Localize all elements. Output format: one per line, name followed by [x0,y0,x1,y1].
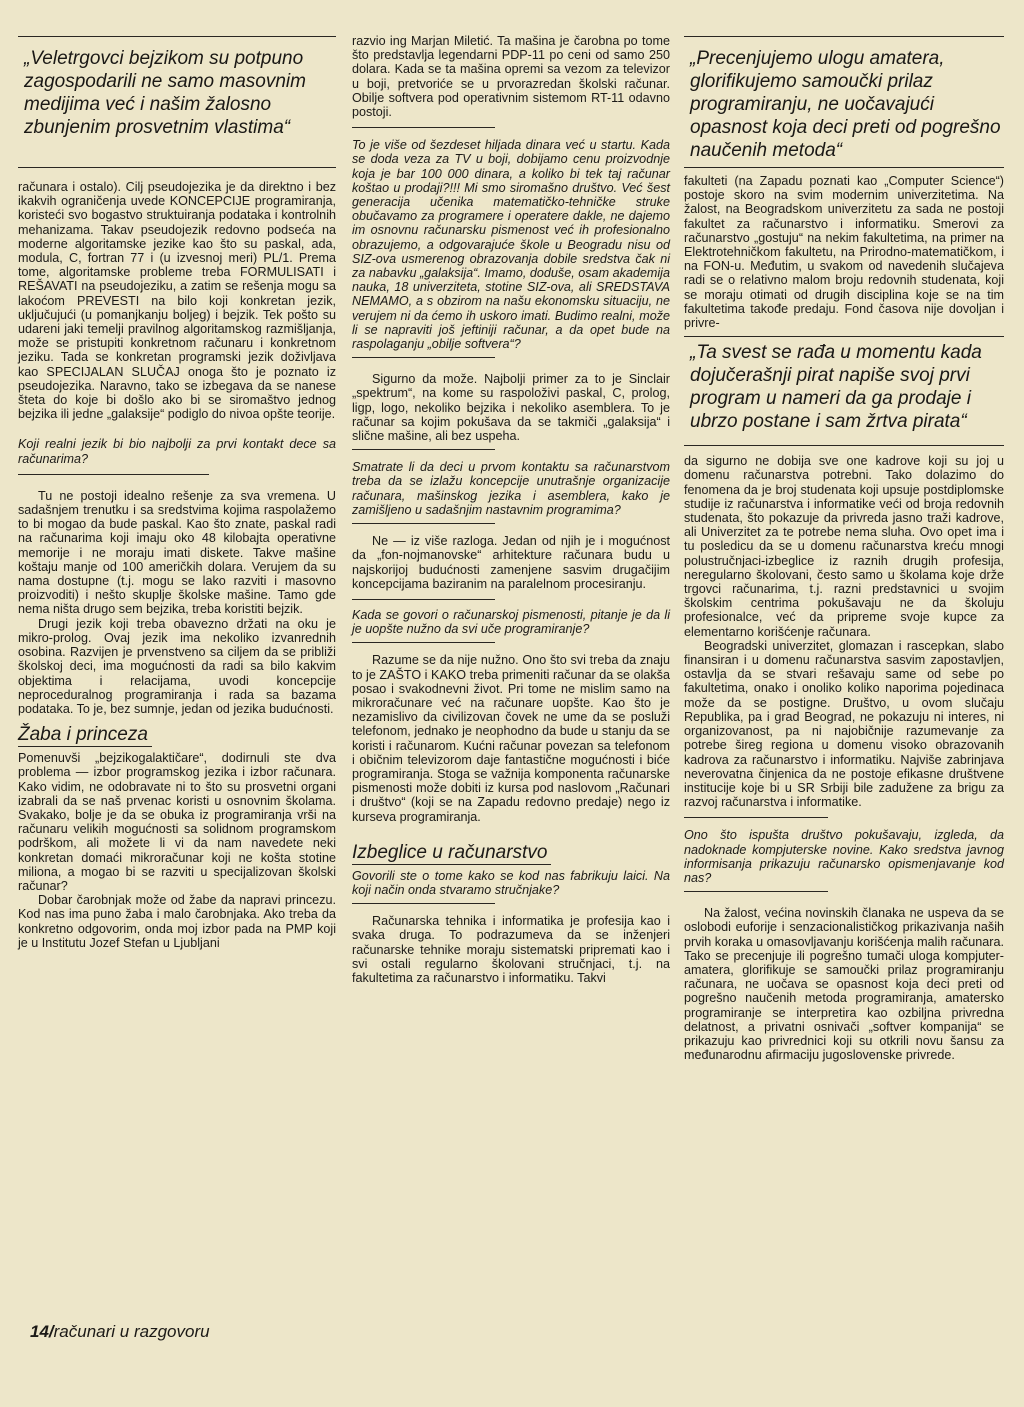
column-left [18,0,336,950]
pullquote-right-top: „Precenjujemo ulogu amatera, glorifikujemo samoučki prilaz programiranju, ne uočavajući opasnost koja deci preti od pogrešno naučenih metoda“ [690,48,1001,161]
body-paragraph: Dobar čarobnjak može od žabe da napravi princezu. Kod nas ima puno žaba i malo čarobnjaka. Ako treba da konkretno odgovorim, onda moj izbor pada na PMP koji je u Institutu Jozef Stefan u Ljubljani [18,893,336,950]
pullquote-left: „Veletrgovci bejzikom su potpuno zagospodarili ne samo masovnim medijima već i našim žalosno zbunjenim prosvetnim vlastima“ [24,48,306,138]
body-paragraph: da sigurno ne dobija sve one kadrove koji su joj u domenu računarstva potrebni. Tako dolazimo do fenomena da je broj studenata koji upsuje postdiplomske studije iz računarstva i informatike veći od broja redovnih studenata, što pokazuje da privreda jasno traži kadrove, ali Univerzitet za te potrebe nema sluha. Ovo opet ima i tu posledicu da se u domenu računarstva kreću mnogi polustručnjaci-izbeglice iz raznih drugih profesija, neregularno školovani, često samo u školama koje drže trgovci računarima, t.j. razni predstavnici u svojim školskim centrima pokušavaju ne da školuju profesionalce, već da pripreme svoje kupce za elementarno korišćenje računara. [684,454,1004,639]
pullquote-top-rule [18,36,336,37]
body-paragraph: Ne — iz više razloga. Jedan od njih je i mogućnost da „fon-nojmanovske“ arhitekture računara budu u najskorijoj budućnosti zamenjene sasvim drugačijim koncepcijama baziranim na paralelnom procesiranju. [352,534,670,591]
page-footer [30,1322,210,1342]
pullquote-bottom-rule [684,445,1004,446]
body-paragraph: fakulteti (na Zapadu poznati kao „Computer Science“) postoje skoro na svim modernim univerzitetima. Na žalost, na Beogradskom univerzitetu za sada ne postoji fakultet za računarstvo i informatiku. Smerovi za računarstvo „gostuju“ na nekim fakultetima, na primer na Elektrotehničkom fakultetu, na Prirodno-matematičkom, i na FON-u. Međutim, u svakom od navedenih slučajeva radi se o relativno malom broju redovnih studenata, koji se moraju otimati od drugih disciplina koje se na tim fakultetima takođe predaju. Fond časova nije dovoljan i privre- [684,174,1004,331]
body-paragraph: Drugi jezik koji treba obavezno držati na oku je mikro-prolog. Ovaj jezik ima nekoliko izvanrednih osobina. Razvijen je prvenstveno sa ciljem da se približi školskoj deci, ima mogućnosti da radi sa bilo kakvim objektima i relacijama, uvodi koncepcije neproceduralnog programiranja i rada sa bazama podataka. To je, bez sumnje, jedan od jezika budućnosti. [18,616,336,716]
pullquote-right-bottom: „Ta svest se rađa u momentu kada dojučerašnji pirat napiše svoj prvi program u nameri da ga prodaje i ubrzo postane i sam žrtva pirata“ [690,342,982,433]
section-name: računari u razgovoru [53,1322,210,1341]
body-paragraph: računara i ostalo). Cilj pseudojezika je da direktno i bez ikakvih ograničenja uvede KONCEPCIJE programiranja, koristeći svo bogastvo struktuiranja podataka i kontrolnih mehanizama. Takav pseudojezik redovno podseća na moderne algoritamske jezike kao što su paskal, ada, modula, C, fortran 77 i (u izvesnoj meri) PL/1. Prema tome, algoritamske probleme treba FORMULISATI i REŠAVATI na pseudojeziku, a zatim se rešenja mogu sa lakoćom PREVESTI na bilo koji konkretan jezik, uključujući (u pomanjkanju boljeg) i bejzik. Tek pošto su udareni jaki temelji pravilnog algoritamskog razmišljanja, može se pristupiti konkretnom računaru i konkretnom jeziku. Tada se konkretan programski jezik doživljava kao SPECIJALAN SLUČAJ onoga što je poznato iz pseudojezika. Naravno, tako se izbegava da se nanese šteta do koje bi došlo ako bi se siromaštvo jednog bejzika ili jedne „galaksije“ podiglo do nivoa opšte teorije. [18,180,336,422]
interview-question: Smatrate li da deci u prvom kontaktu sa računarstvom treba da se izlažu koncepcije unutrašnje organizacije računara, mašinskog jezika i asemblera, kako je zamišljeno u sadašnjim nastavnim programima? [352,460,670,517]
interview-question: Kada se govori o računarskoj pismenosti, pitanje je da li je uopšte nužno da svi uče programiranje? [352,607,670,637]
pullquote-top-rule [684,336,1004,337]
pullquote-bottom-rule [684,167,1004,168]
interview-question: To je više od šezdeset hiljada dinara već u startu. Kada se doda veza za TV u boji, dobijamo cenu proizvodnje koja je bar 100 000 dinara, a koliko bi tek taj računar koštao u prodaji?!!! Mi smo siromašno društvo. Već šest generacija učenika matematičko-tehničke struke obučavamo za programere i operatere dakle, ne dajemo im osnovnu računarsku pismenost već ih profesionalno obrazujemo, a odgovarajuće škole u Beogradu nisu od SIZ-ova usmerenog obrazovanja dobile sredstva čak ni za nabavku „galaksija“. Imamo, doduše, osam akademija nauka, 18 univerziteta, stotine SIZ-ova, ali SREDSTAVA NEMAMO, a s obzirom na našu ekonomsku situaciju, ne verujem ni da ćemo ih uskoro imati. Budimo realni, može li se napraviti još jeftiniji računar, a da opet bude na raspolaganju „obilje softvera“? [352,138,670,352]
interview-question: Govorili ste o tome kako se kod nas fabrikuju laici. Na koji način onda stvaramo stručnjake? [352,868,670,897]
body-paragraph: Na žalost, većina novinskih članaka ne uspeva da se oslobodi euforije i senzacionalističkog prikazivanja naših prvih koraka u omasovljavanju korišćenja malih računara. Tako se precenjuje ili pogrešno tumači uloga kompjuter-amatera, glorifikuje se samoučki prilaz programiranju računara, ne uočava se opasnost koja deci preti od pogrešno naučenih metoda programiranja, amatersko programiranje se interpretira kao ozbiljna privredna delatnost, a privatni osnivači „softver kompanija“ se prikazuju kao privrednici koji su otkrili novu šansu za međunarodnu afirmaciju jugoslovenske privrede. [684,906,1004,1063]
body-paragraph: Razume se da nije nužno. Ono što svi treba da znaju to je ZAŠTO i KAKO treba primeniti računar da se olakša posao i svakodnevni život. Pri tome ne mislim samo na mikroračunare već na računare uopšte. Kao što je nezamislivo da civilizovan čovek ne ume da se posluži telefonom, jednako je neophodno da bude u stanju da se koristi i računarom. Kućni računar povezan sa telefonom i običnim televizorom daje fantastične mogućnosti i biće programiranja. Stoga se važnija komponenta računarske pismenosti može dobiti iz kursa pod naslovom „Računari i društvo“ (koji se na Zapadu redovno predaje) nego iz kurseva programiranja. [352,653,670,824]
pullquote-top-rule [684,36,1004,37]
column-middle [352,0,670,985]
body-paragraph: Tu ne postoji idealno rešenje za sva vremena. U sadašnjem trenutku i sa sredstvima kojima raspolažemo to bi mogao da bude paskal. Kao što znate, paskal radi na računarima koji imaju oko 48 kilobajta operativne memorije i ne moraju imati diskete. Takve mašine koštaju manje od 100 američkih dolara. Verujem da su nama dostupne (t.j. mogu se lako razviti i masovno proizvoditi) i nešto skuplje školske mašine. Tamo gde nema ništa drugo sem bejzika, treba koristiti bejzik. [18,488,336,617]
body-paragraph: Beogradski univerzitet, glomazan i rascepkan, slabo finansiran i u domenu računarstva sasvim zapostavljen, ostavlja da se stvari rešavaju same od sebe po fakultetima, onako i onoliko koliko naporima pojedinaca može da se postigne. Društvo, u ovom slučaju Republika, pa i grad Beograd, ne pokazuju ni interes, ni organizovanost, pa ni najobičnije razumevanje za potrebe šireg regiona u domenu visoko obrazovanih kadrova za računarstvo i informatiku. Najviše zabrinjava neverovatna činjenica da ne postoje efikasne društvene institucije koje bi u SR Srbiji bile zadužene za brigu za razvoj računarstva i informatike. [684,638,1004,810]
section-heading: Žaba i princeza [18,724,152,747]
section-heading: Izbeglice u računarstvo [352,842,551,865]
body-paragraph: razvio ing Marjan Miletić. Ta mašina je čarobna po tome što predstavlja legendarni PDP-11 po ceni od samo 250 dolara. Kada se ta mašina opremi sa vezom za televizor u boji, pretvoriće se u prvorazredan školski računar. Obilje softvera pod operativnim sistemom RT-11 odavno postoji. [352,34,670,120]
column-right [684,0,1004,1062]
body-paragraph: Računarska tehnika i informatika je profesija kao i svaka druga. To podrazumeva da se inženjeri računarske tehnike moraju sistematski pripremati kao i svi ostali regularno školovani stručnjaci, t.j. na fakultetima za računarstvo i informatiku. Takvi [352,914,670,985]
body-paragraph: Sigurno da može. Najbolji primer za to je Sinclair „spektrum“, na kome su raspoloživi paskal, C, prolog, ligp, logo, nekoliko bejzika i nekoliko asemblera. To je računar sa kojim pokušava da se takmiči „galaksija“ i slične mašine, ali bez uspeha. [352,372,670,444]
interview-question: Ono što ispušta društvo pokušavaju, izgleda, da nadoknade kompjuterske novine. Kako sredstva javnog informisanja prikazuju računarsko opismenjavanje kod nas? [684,828,1004,885]
page-number: 14/ [30,1322,54,1341]
body-paragraph: Pomenuvši „bejzikogalaktičare“, dodirnuli ste dva problema — izbor programskog jezika i izbor računara. Kako vidim, ne odobravate ni to što su prosvetni organi izabrali da se naš prvenac koristi u osnovnim školama. Svakako, bolje je da se obuka iz programiranja vrši na računaru velikih mogućnosti sa solidnom programskom podrškom, ali možete li vi da nam navedete neki konkretan domaći mikroračunar koji ne košta stotine miliona, a mogao bi se razviti u specijalizovan školski računar? [18,751,336,893]
pullquote-bottom-rule [18,167,336,168]
interview-question: Koji realni jezik bi bio najbolji za prvi kontakt dece sa računarima? [18,437,336,466]
